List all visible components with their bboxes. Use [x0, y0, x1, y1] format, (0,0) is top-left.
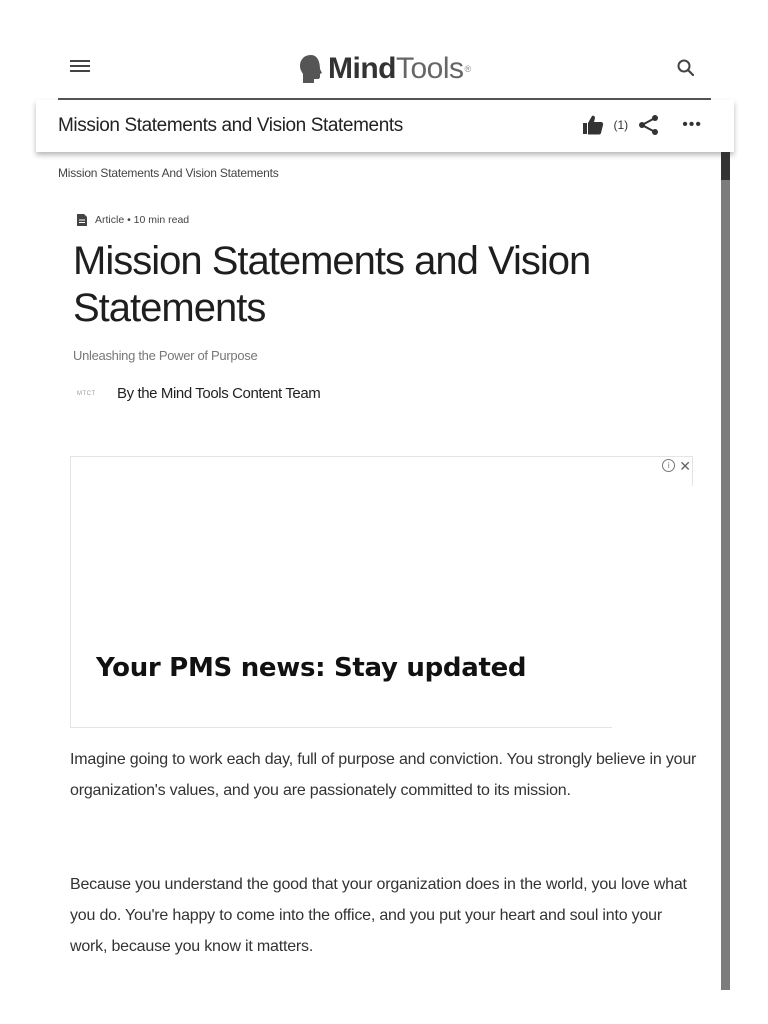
logo-tools-text: Tools: [395, 52, 464, 85]
ad-headline[interactable]: Your PMS news: Stay updated: [96, 653, 527, 683]
author-name[interactable]: By the Mind Tools Content Team: [117, 385, 321, 402]
site-header: [58, 40, 711, 100]
ad-border: [70, 727, 612, 728]
article-meta: [77, 214, 189, 226]
advertisement[interactable]: [70, 456, 693, 728]
author-avatar: MTCT: [77, 390, 96, 397]
article-subtitle: Unleashing the Power of Purpose: [73, 348, 258, 363]
breadcrumb[interactable]: Mission Statements And Vision Statements: [58, 166, 279, 180]
search-icon[interactable]: [675, 57, 697, 79]
ad-close-icon[interactable]: ✕: [679, 457, 691, 474]
sticky-article-bar: [36, 100, 734, 152]
scrollbar[interactable]: [721, 152, 730, 990]
logo-mind-text: Mind: [328, 52, 396, 85]
like-count: (1): [613, 118, 629, 132]
author-row: [77, 385, 320, 402]
scrollbar-thumb[interactable]: [721, 152, 730, 180]
article-paragraph: Because you understand the good that your organization does in the world, you love what you do. You're happy to come into the office, and you put your heart and soul into your work, because you know it matters.: [70, 876, 687, 955]
ad-info-icon[interactable]: i: [662, 459, 675, 472]
more-options-icon[interactable]: •••: [682, 116, 702, 133]
logo-registered-mark: ®: [464, 64, 471, 74]
article-meta-label: Article • 10 min read: [95, 214, 190, 226]
ad-controls: [662, 459, 691, 472]
article-actions: [582, 114, 702, 136]
hamburger-menu-icon[interactable]: [70, 57, 90, 73]
article-bar-title: Mission Statements and Vision Statements: [58, 115, 403, 136]
share-icon[interactable]: [638, 114, 660, 136]
mindtools-logo[interactable]: [298, 52, 471, 86]
head-silhouette-icon: [298, 54, 324, 84]
article-paragraph: Imagine going to work each day, full of purpose and conviction. You strongly believe in your organization's values, and you are passionately committed to its mission.: [70, 751, 697, 799]
page-title: Mission Statements and Vision Statements: [73, 239, 591, 330]
thumbs-up-icon[interactable]: [582, 114, 604, 136]
document-icon: [77, 214, 87, 226]
ad-border: [692, 456, 693, 486]
